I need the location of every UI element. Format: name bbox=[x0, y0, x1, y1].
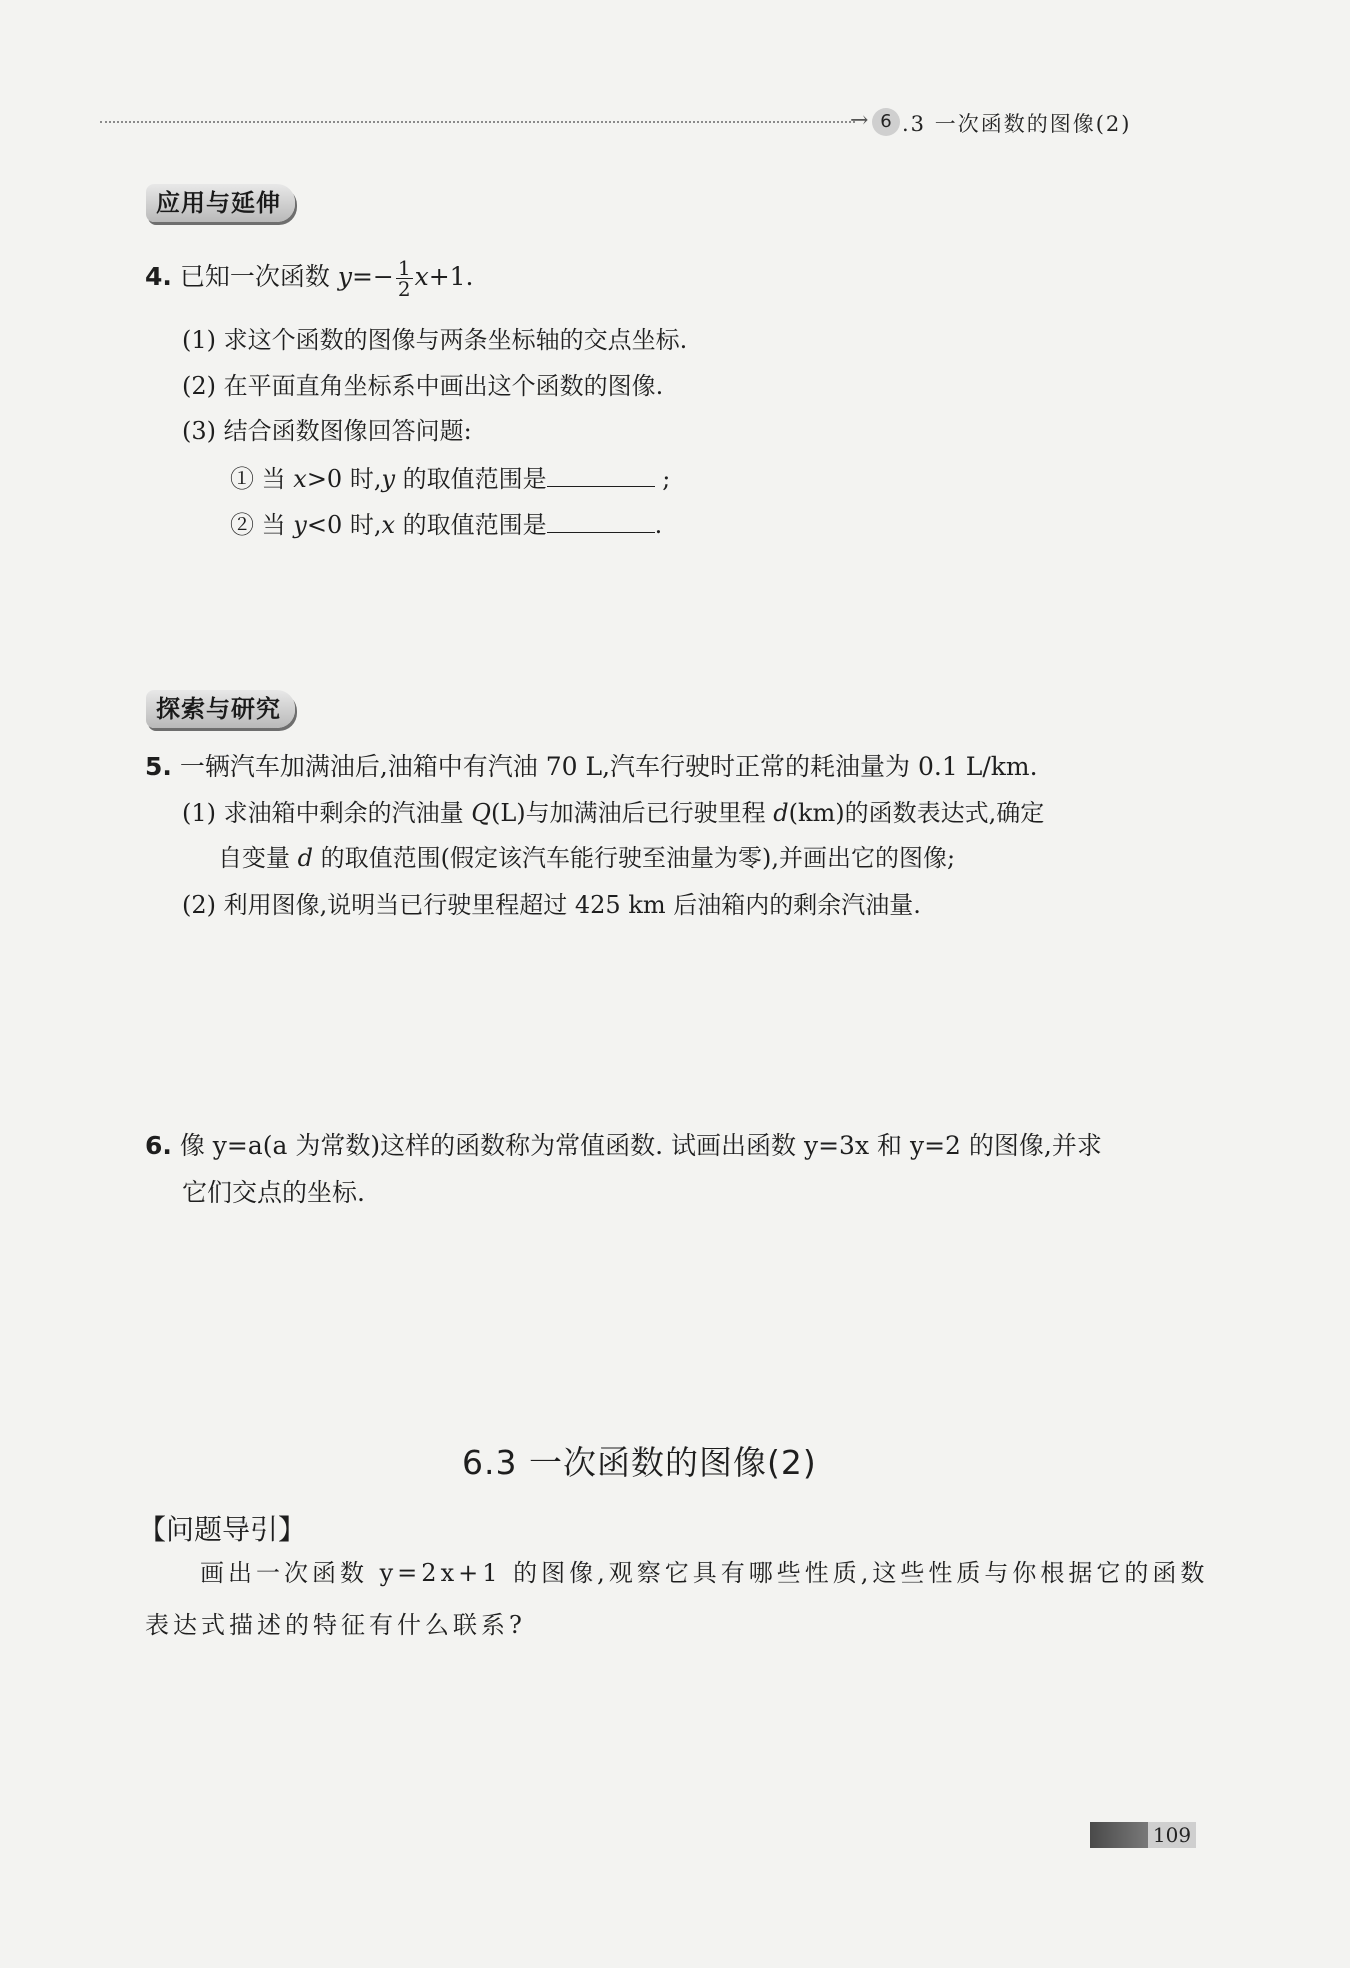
q4-sub1-answer-blank[interactable] bbox=[547, 462, 655, 487]
q4-sub1-y: y bbox=[381, 465, 396, 493]
q4-stem bbox=[145, 258, 474, 299]
header-dotted-rule bbox=[100, 121, 855, 123]
q5-stem bbox=[145, 752, 1038, 782]
header-section-title: .3 一次函数的图像(2) bbox=[902, 112, 1132, 136]
q5-p1-Q: Q bbox=[471, 799, 491, 827]
q4-sub2-end: . bbox=[654, 511, 663, 539]
badge-explore: 探索与研究 bbox=[146, 690, 295, 728]
guide-line2: 表达式描述的特征有什么联系? bbox=[145, 1611, 526, 1639]
q5-p1l2-b: 的取值范围(假定该汽车能行驶至油量为零),并画出它的图像; bbox=[313, 844, 956, 872]
q5-p1l2-d: d bbox=[297, 844, 314, 872]
q4-sub1 bbox=[230, 462, 670, 494]
badge-apply: 应用与延伸 bbox=[146, 184, 295, 222]
q4-sub2-answer-blank[interactable] bbox=[547, 508, 655, 533]
q6-line1 bbox=[145, 1131, 1102, 1161]
q4-y: y bbox=[337, 262, 352, 291]
header-arrow-icon: → bbox=[850, 108, 869, 133]
q4-frac-num: 1 bbox=[397, 256, 411, 280]
q4-x: x bbox=[414, 262, 429, 291]
q4-sub2-x: x bbox=[381, 511, 396, 539]
q4-fraction bbox=[396, 258, 413, 299]
q4-stem-pre: 已知一次函数 bbox=[179, 262, 338, 291]
q4-sub2-mid: <0 时, bbox=[306, 511, 382, 539]
q4-sub2-pre: ② 当 bbox=[230, 511, 294, 539]
q5-stem-text: 一辆汽车加满油后,油箱中有汽油 70 L,汽车行驶时正常的耗油量为 0.1 L/km. bbox=[179, 752, 1038, 781]
section-heading: 6.3 一次函数的图像(2) bbox=[462, 1443, 817, 1482]
q4-sub2 bbox=[230, 508, 662, 540]
q4-sub1-post: 的取值范围是 bbox=[395, 465, 547, 493]
page-number-bar bbox=[1090, 1822, 1150, 1848]
q4-sub1-mid: >0 时, bbox=[306, 465, 382, 493]
q5-part1-line1 bbox=[182, 798, 1044, 828]
q4-part2: (2) 在平面直角坐标系中画出这个函数的图像. bbox=[182, 372, 664, 400]
q5-part2: (2) 利用图像,说明当已行驶里程超过 425 km 后油箱内的剩余汽油量. bbox=[182, 891, 921, 919]
header-chapter-circle: 6 bbox=[872, 108, 900, 136]
q4-sub1-end: ; bbox=[654, 465, 671, 493]
q4-part1: (1) 求这个函数的图像与两条坐标轴的交点坐标. bbox=[182, 326, 688, 354]
q4-eq: =− bbox=[351, 262, 394, 291]
page-number: 109 bbox=[1148, 1822, 1196, 1848]
q5-number: 5. bbox=[145, 752, 172, 781]
q5-p1-a: (1) 求油箱中剩余的汽油量 bbox=[182, 799, 472, 827]
q5-p1l2-a: 自变量 bbox=[218, 844, 298, 872]
guide-label: 【问题导引】 bbox=[138, 1513, 307, 1546]
q5-p1-b: (L)与加满油后已行驶里程 bbox=[490, 799, 774, 827]
q4-frac-den: 2 bbox=[397, 277, 411, 301]
q6-line1-text: 像 y=a(a 为常数)这样的函数称为常值函数. 试画出函数 y=3x 和 y=2 的图像,并求 bbox=[179, 1131, 1102, 1160]
q4-number: 4. bbox=[145, 262, 172, 291]
q5-p1-d: d bbox=[773, 799, 789, 827]
q6-line2: 它们交点的坐标. bbox=[182, 1178, 365, 1207]
q4-sub1-x: x bbox=[293, 465, 307, 493]
q4-sub1-pre: ① 当 bbox=[230, 465, 294, 493]
q4-sub2-y: y bbox=[293, 511, 307, 539]
q5-p1-c: (km)的函数表达式,确定 bbox=[788, 799, 1045, 827]
q4-stem-post: +1. bbox=[428, 262, 474, 291]
q4-sub2-post: 的取值范围是 bbox=[395, 511, 547, 539]
guide-line1: 画出一次函数 y=2x+1 的图像,观察它具有哪些性质,这些性质与你根据它的函数 bbox=[200, 1559, 1209, 1587]
q4-part3: (3) 结合函数图像回答问题: bbox=[182, 417, 472, 445]
q6-number: 6. bbox=[145, 1131, 172, 1160]
q5-part1-line2 bbox=[218, 843, 955, 873]
